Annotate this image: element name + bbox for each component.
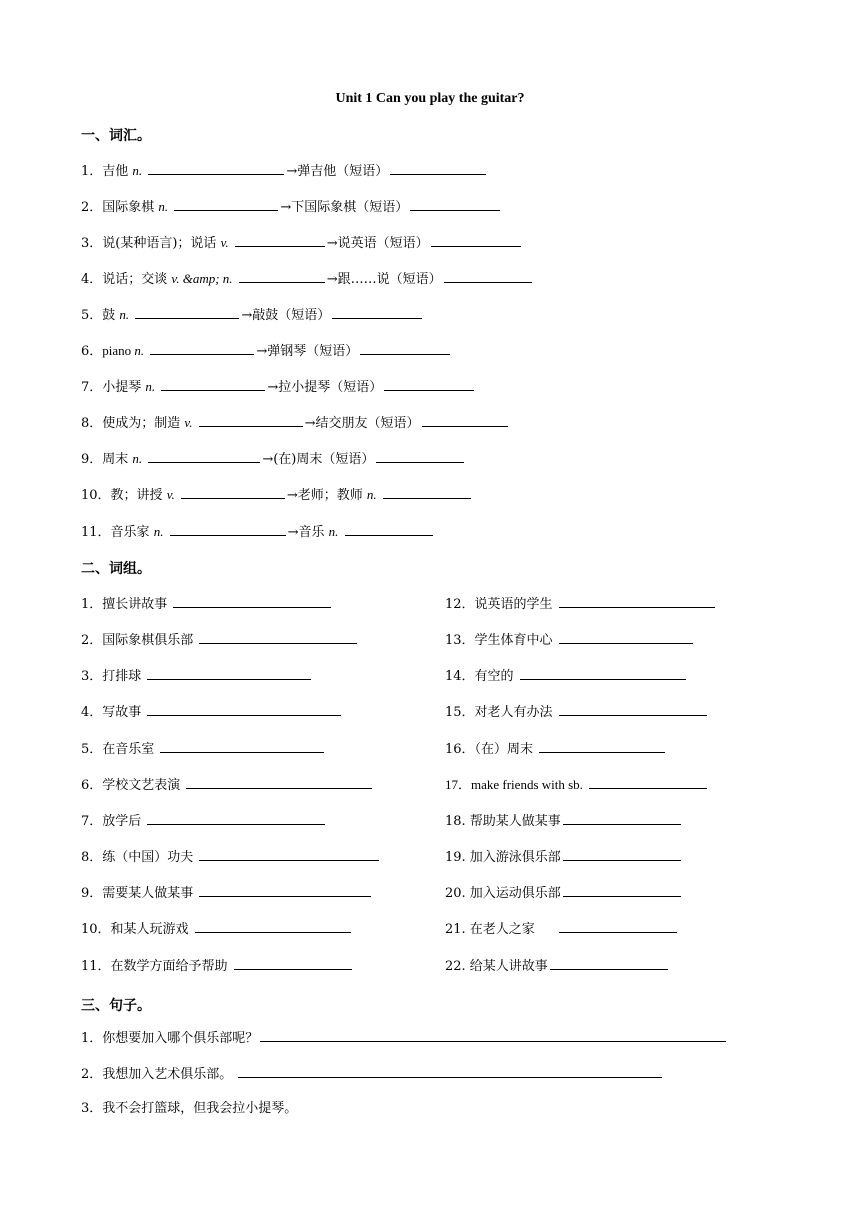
answer-blank[interactable] <box>410 197 500 211</box>
phrase-text: 9．需要某人做某事 <box>81 886 194 901</box>
phrase-text: 18. 帮助某人做某事 <box>445 814 561 829</box>
answer-blank[interactable] <box>345 522 433 536</box>
item-prompt: 鼓 <box>102 308 120 323</box>
answer-blank[interactable] <box>147 811 325 825</box>
item-number: 2． <box>81 200 103 215</box>
item-number: 1． <box>81 164 103 179</box>
answer-blank[interactable] <box>384 377 474 391</box>
sentence-item <box>81 1100 297 1118</box>
item-prompt: 教；讲授 <box>110 488 167 503</box>
phrase-item <box>445 919 679 939</box>
answer-blank[interactable] <box>444 269 532 283</box>
answer-blank[interactable] <box>147 666 311 680</box>
answer-blank[interactable] <box>199 413 303 427</box>
phrase-item <box>81 811 327 831</box>
vocab-item-1 <box>81 161 488 181</box>
phrase-item <box>445 847 683 867</box>
phrase-item <box>81 919 353 939</box>
answer-blank[interactable] <box>235 233 325 247</box>
phrase-text: 20. 加入运动俱乐部 <box>445 886 561 901</box>
answer-blank[interactable] <box>199 847 379 861</box>
phrase-text: 7．放学后 <box>81 814 142 829</box>
answer-blank[interactable] <box>160 739 324 753</box>
phrase-item <box>445 630 695 650</box>
phrase-item <box>81 956 354 976</box>
vocab-item-2 <box>81 197 502 217</box>
item-prompt: 说(某种语言)；说话 <box>102 236 221 251</box>
phrase-item <box>81 775 374 795</box>
item-derived: →音乐 <box>287 525 329 540</box>
phrase-item <box>445 883 683 903</box>
phrase-item <box>81 739 326 759</box>
part-of-speech: n. <box>132 451 143 466</box>
answer-blank[interactable] <box>186 775 372 789</box>
answer-blank[interactable] <box>181 485 285 499</box>
item-number: 5． <box>81 308 103 323</box>
answer-blank[interactable] <box>173 594 331 608</box>
item-derived: →拉小提琴（短语） <box>267 380 383 395</box>
phrase-text: 17．make friends with sb. <box>445 777 583 792</box>
item-number: 3． <box>81 236 103 251</box>
part-of-speech: v. &amp; n. <box>171 271 233 286</box>
answer-blank[interactable] <box>360 341 450 355</box>
answer-blank[interactable] <box>563 811 681 825</box>
item-prompt: 说话；交谈 <box>102 272 172 287</box>
phrase-text: 10．和某人玩游戏 <box>81 922 189 937</box>
phrase-text: 11．在数学方面给予帮助 <box>81 959 228 974</box>
section-heading-vocabulary: 一、词汇。 <box>81 128 151 144</box>
part-of-speech: n. <box>134 343 145 358</box>
item-derived: →敲鼓（短语） <box>241 308 331 323</box>
item-derived: →说英语（短语） <box>326 236 429 251</box>
answer-blank[interactable] <box>431 233 521 247</box>
answer-blank[interactable] <box>559 594 715 608</box>
phrase-text: 15．对老人有办法 <box>445 705 553 720</box>
phrase-item <box>445 666 688 686</box>
phrase-text: 13．学生体育中心 <box>445 633 553 648</box>
part-of-speech: v. <box>184 415 193 430</box>
phrase-item <box>81 666 313 686</box>
item-number: 8． <box>81 416 103 431</box>
phrase-text: 16．（在）周末 <box>445 742 534 757</box>
phrase-text: 22. 给某人讲故事 <box>445 959 548 974</box>
phrase-item <box>81 847 381 867</box>
vocab-item-5 <box>81 305 424 325</box>
part-of-speech: v. <box>220 235 229 250</box>
answer-blank[interactable] <box>199 883 371 897</box>
answer-blank[interactable] <box>559 630 693 644</box>
answer-blank[interactable] <box>559 702 707 716</box>
phrase-text: 2．国际象棋俱乐部 <box>81 633 194 648</box>
section-heading-phrases: 二、词组。 <box>81 561 151 577</box>
answer-blank[interactable] <box>383 485 471 499</box>
answer-blank[interactable] <box>238 1064 662 1078</box>
phrase-text: 3．打排球 <box>81 669 142 684</box>
part-of-speech: v. <box>166 487 175 502</box>
item-number: 9． <box>81 452 103 467</box>
item-derived: →弹钢琴（短语） <box>256 344 359 359</box>
vocab-item-7 <box>81 377 476 397</box>
answer-blank[interactable] <box>147 702 341 716</box>
phrase-item <box>445 702 709 722</box>
part-of-speech: n. <box>145 379 156 394</box>
answer-blank[interactable] <box>563 883 681 897</box>
phrase-text: 5．在音乐室 <box>81 742 155 757</box>
answer-blank[interactable] <box>550 956 668 970</box>
phrase-item <box>81 883 373 903</box>
answer-blank[interactable] <box>148 161 284 175</box>
answer-blank[interactable] <box>332 305 422 319</box>
answer-blank[interactable] <box>174 197 278 211</box>
item-derived: →(在)周末（短语） <box>262 452 375 467</box>
item-prompt: 周末 <box>102 452 133 467</box>
vocab-item-9 <box>81 449 466 469</box>
phrase-text: 4．写故事 <box>81 705 142 720</box>
vocab-item-11 <box>81 522 435 542</box>
sentence-item <box>81 1064 664 1084</box>
phrase-item <box>445 739 667 759</box>
part-of-speech: n. <box>153 524 164 539</box>
part-of-speech: n. <box>328 524 339 539</box>
answer-blank[interactable] <box>559 919 677 933</box>
item-prompt: piano <box>102 343 135 358</box>
phrase-item <box>81 594 333 614</box>
phrase-item <box>445 811 683 831</box>
phrase-text: 21. 在老人之家 <box>445 922 535 937</box>
item-number: 11． <box>81 525 111 540</box>
answer-blank[interactable] <box>135 305 239 319</box>
phrase-text: 6．学校文艺表演 <box>81 778 181 793</box>
item-prompt: 吉他 <box>102 164 133 179</box>
item-derived: →弹吉他（短语） <box>286 164 389 179</box>
phrase-text: 19. 加入游泳俱乐部 <box>445 850 561 865</box>
phrase-text: 12．说英语的学生 <box>445 597 553 612</box>
answer-blank[interactable] <box>199 630 357 644</box>
answer-blank[interactable] <box>390 161 486 175</box>
answer-blank[interactable] <box>376 449 464 463</box>
item-prompt: 国际象棋 <box>102 200 159 215</box>
answer-blank[interactable] <box>234 956 352 970</box>
vocab-item-4 <box>81 269 534 289</box>
answer-blank[interactable] <box>589 775 707 789</box>
part-of-speech: n. <box>119 307 130 322</box>
vocab-item-3 <box>81 233 523 253</box>
answer-blank[interactable] <box>150 341 254 355</box>
phrase-text: 1．擅长讲故事 <box>81 597 168 612</box>
part-of-speech: n. <box>132 163 143 178</box>
section-heading-sentences: 三、句子。 <box>81 998 151 1014</box>
part-of-speech: n. <box>366 487 377 502</box>
phrase-item <box>445 775 709 795</box>
answer-blank[interactable] <box>539 739 665 753</box>
item-number: 6． <box>81 344 103 359</box>
sentence-text: 3．我不会打篮球，但我会拉小提琴。 <box>81 1101 298 1116</box>
vocab-item-10 <box>81 485 473 505</box>
phrase-text: 14．有空的 <box>445 669 514 684</box>
item-prompt: 使成为；制造 <box>102 416 185 431</box>
item-prompt: 小提琴 <box>102 380 146 395</box>
vocab-item-6 <box>81 341 452 361</box>
part-of-speech: n. <box>158 199 169 214</box>
answer-blank[interactable] <box>260 1028 726 1042</box>
sentence-text: 2．我想加入艺术俱乐部。 <box>81 1067 233 1082</box>
answer-blank[interactable] <box>422 413 508 427</box>
item-number: 7． <box>81 380 103 395</box>
phrase-item <box>81 630 359 650</box>
item-derived: →跟……说（短语） <box>326 272 442 287</box>
answer-blank[interactable] <box>239 269 325 283</box>
answer-blank[interactable] <box>563 847 681 861</box>
vocab-item-8 <box>81 413 510 433</box>
page-title: Unit 1 Can you play the guitar? <box>335 91 525 106</box>
phrase-text: 8．练（中国）功夫 <box>81 850 194 865</box>
answer-blank[interactable] <box>170 522 286 536</box>
item-number: 4． <box>81 272 103 287</box>
phrase-item <box>81 702 343 722</box>
item-number: 10． <box>81 488 111 503</box>
item-derived: →下国际象棋（短语） <box>280 200 409 215</box>
item-derived: →老师；教师 <box>286 488 367 503</box>
answer-blank[interactable] <box>148 449 260 463</box>
phrase-item <box>445 594 717 614</box>
phrase-item <box>445 956 670 976</box>
answer-blank[interactable] <box>520 666 686 680</box>
sentence-text: 1．你想要加入哪个俱乐部呢？ <box>81 1031 259 1046</box>
answer-blank[interactable] <box>161 377 265 391</box>
item-derived: →结交朋友（短语） <box>304 416 420 431</box>
item-prompt: 音乐家 <box>110 525 154 540</box>
sentence-item <box>81 1028 728 1048</box>
answer-blank[interactable] <box>195 919 351 933</box>
